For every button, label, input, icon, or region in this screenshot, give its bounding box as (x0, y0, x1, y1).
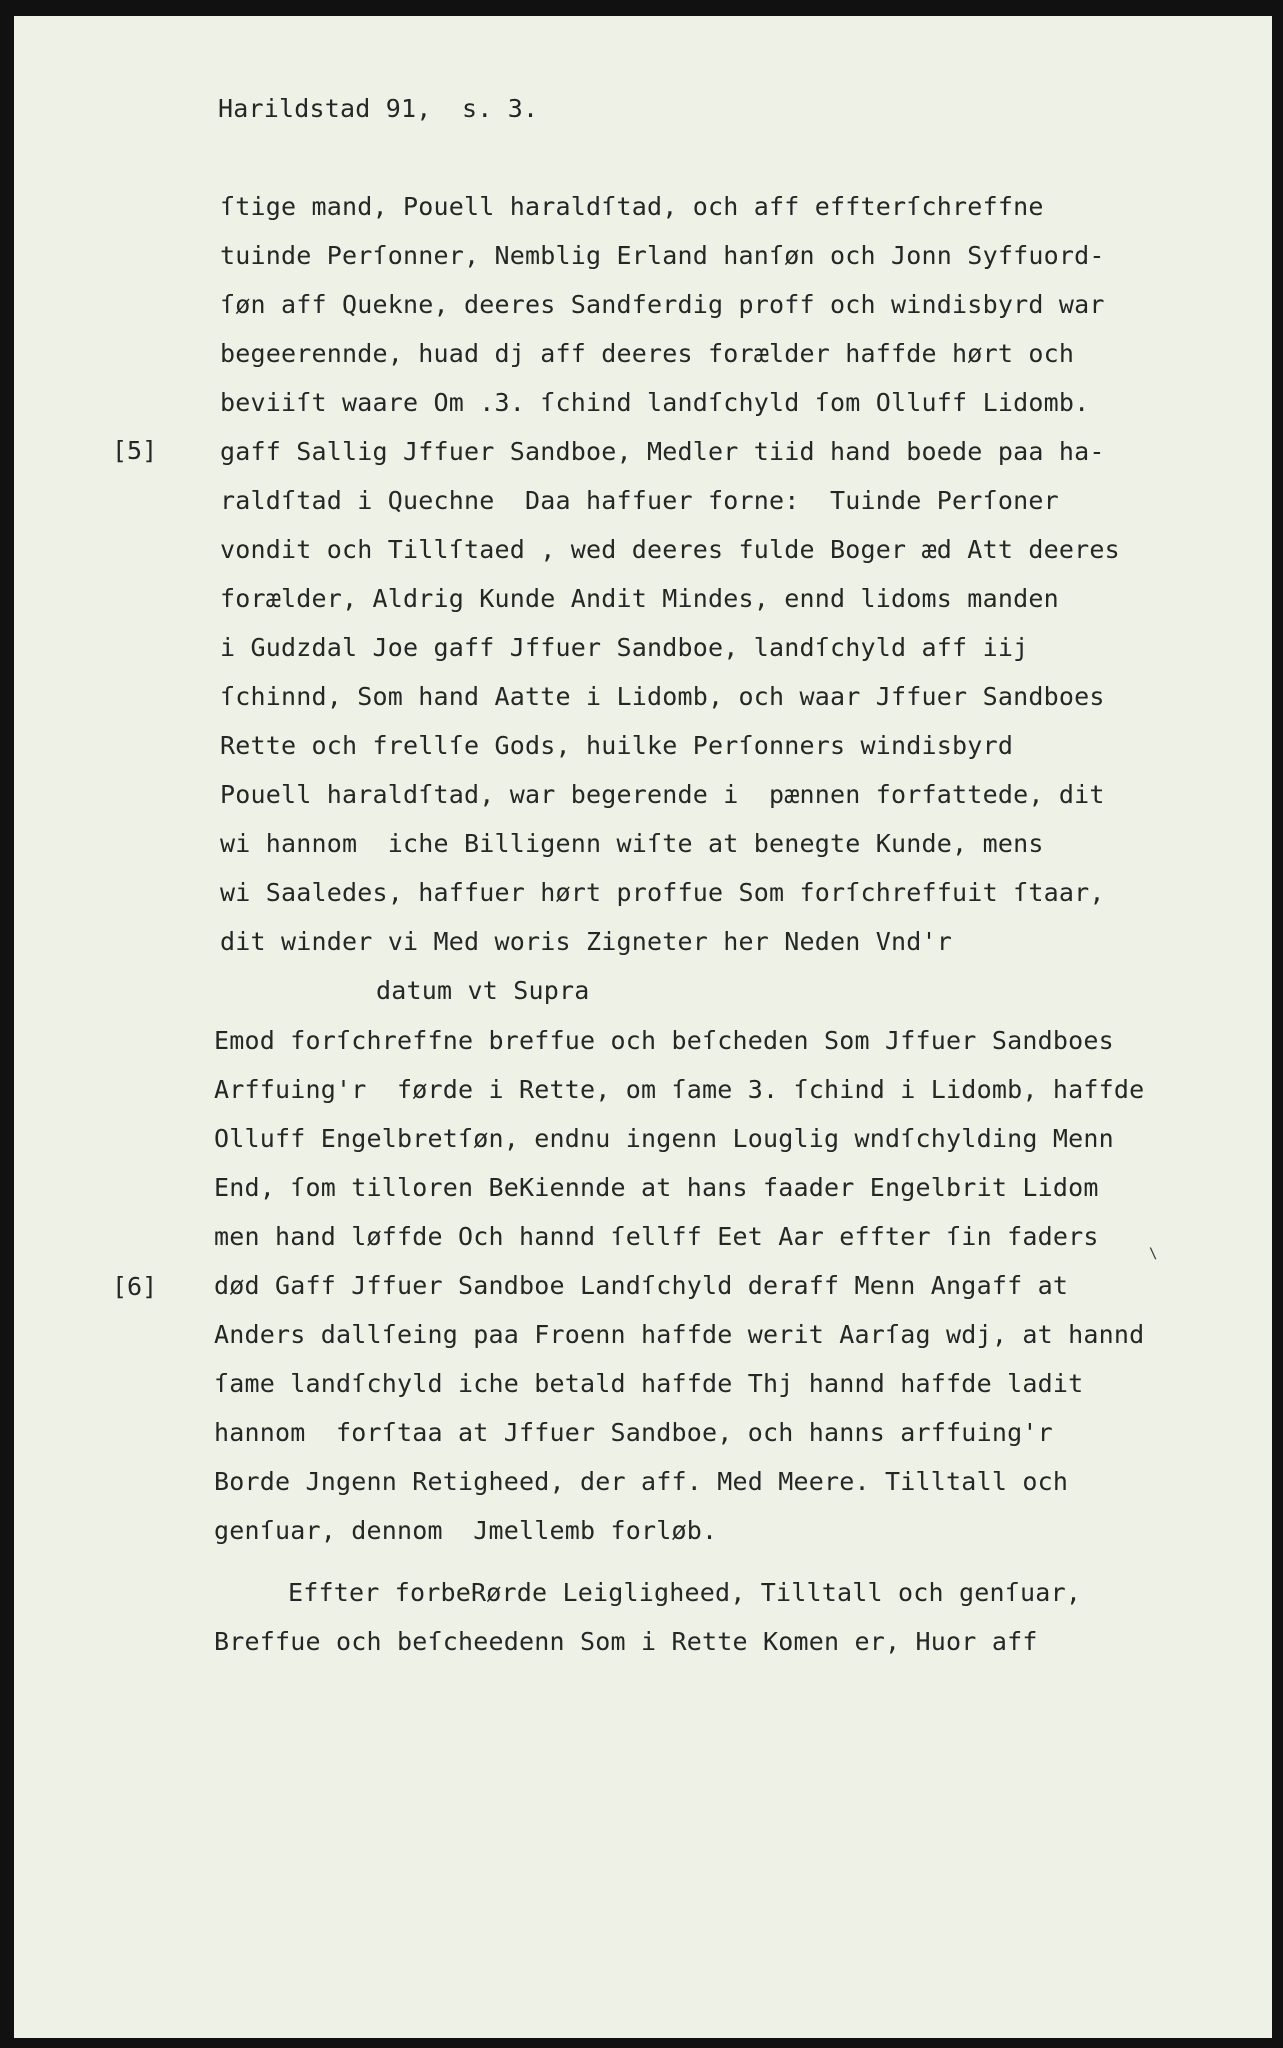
text-line: begeerennde, huad dj aff deeres forælder haffde hørt och (220, 339, 1075, 368)
text-line: Borde Jngenn Retigheed, der aff. Med Meere. Tilltall och (214, 1467, 1069, 1496)
text-line: vondit och Tillſtaed , wed deeres fulde Boger æd Att deeres (220, 535, 1120, 564)
text-line: Breffue och beſcheedenn Som i Rette Komen er, Huor aff (214, 1627, 1038, 1656)
text-line: gaff Sallig Jffuer Sandboe, Medler tiid hand boede paa ha- (220, 437, 1105, 466)
text-line: genſuar, dennom Jmellemb forløb. (214, 1516, 718, 1545)
text-line: ſchinnd, Som hand Aatte i Lidomb, och waar Jffuer Sandboes (220, 682, 1105, 711)
text-line: ſtige mand, Pouell haraldſtad, och aff effterſchreffne (220, 192, 1044, 221)
text-line: wi hannom iche Billigenn wiſte at benegte Kunde, mens (220, 829, 1044, 858)
text-line: forælder, Aldrig Kunde Andit Mindes, ennd lidoms manden (220, 584, 1059, 613)
document-page (14, 16, 1272, 2038)
text-line: beviiſt waare Om .3. ſchind landſchyld ſom Olluff Lidomb. (220, 388, 1090, 417)
text-line: Olluff Engelbretſøn, endnu ingenn Louglig wndſchylding Menn (214, 1124, 1114, 1153)
text-line: wi Saaledes, haffuer hørt proffue Som forſchreffuit ſtaar, (220, 878, 1105, 907)
margin-note-6: [6] (112, 1272, 158, 1301)
text-line: Emod forſchreffne breffue och beſcheden Som Jffuer Sandboes (214, 1026, 1114, 1055)
page-header: Harildstad 91, s. 3. (218, 94, 539, 123)
text-line: dit winder vi Med woris Zigneter her Neden Vnd'r (220, 927, 953, 956)
text-line: ſame landſchyld iche betald haffde Thj hannd haffde ladit (214, 1369, 1084, 1398)
text-line: død Gaff Jffuer Sandboe Landſchyld deraff Menn Angaff at (214, 1271, 1069, 1300)
text-line: Effter forbeRørde Leigligheed, Tilltall och genſuar, (288, 1578, 1082, 1607)
text-line: End, ſom tilloren BeKiennde at hans faader Engelbrit Lidom (214, 1173, 1099, 1202)
margin-note-5: [5] (112, 436, 158, 465)
text-line: Rette och frellſe Gods, huilke Perſonners windisbyrd (220, 731, 1014, 760)
text-line: datum vt Supra (376, 976, 590, 1005)
text-line: Pouell haraldſtad, war begerende i pænnen forfattede, dit (220, 780, 1105, 809)
text-line: hannom forſtaa at Jffuer Sandboe, och hanns arffuing'r (214, 1418, 1053, 1447)
text-line: men hand løffde Och hannd ſellff Eet Aar effter ſin faders (214, 1222, 1099, 1251)
text-line: Arffuing'r førde i Rette, om ſame 3. ſchind i Lidomb, haffde (214, 1075, 1145, 1104)
stray-mark: \ (1149, 1246, 1158, 1262)
text-line: tuinde Perſonner, Nemblig Erland hanſøn och Jonn Syffuord- (220, 241, 1105, 270)
text-line: i Gudzdal Joe gaff Jffuer Sandboe, landſchyld aff iij (220, 633, 1029, 662)
text-line: raldſtad i Quechne Daa haffuer forne: Tuinde Perſoner (220, 486, 1059, 515)
text-line: Anders dallſeing paa Froenn haffde werit Aarſag wdj, at hannd (214, 1320, 1145, 1349)
text-line: ſøn aff Quekne, deeres Sandferdig proff och windisbyrd war (220, 290, 1105, 319)
